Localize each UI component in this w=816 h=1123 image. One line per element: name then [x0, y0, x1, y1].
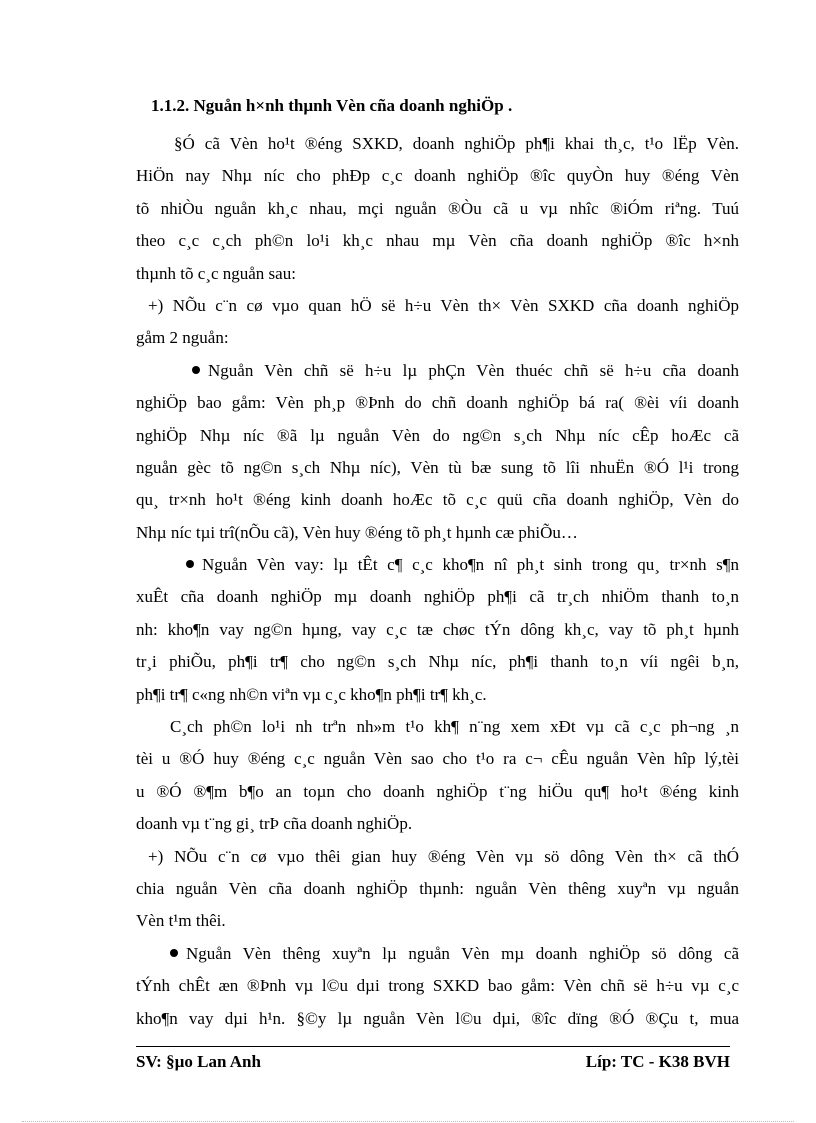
bullet-line: [136, 355, 739, 387]
text-line: doanh vµ t¨ng gi¸ trÞ cña doanh nghiÖp.: [136, 814, 413, 834]
page-footer: [136, 1052, 730, 1072]
section-heading: 1.1.2. Nguån h×nh thµnh Vèn cña doanh nghiÖp .: [151, 96, 513, 115]
text-line: Nguån Vèn chñ së h÷u lµ phÇn Vèn thuéc chñ së h÷u cña doanh: [208, 360, 739, 380]
text-line: Nguån Vèn thêng xuyªn lµ nguån Vèn mµ doanh nghiÖp sö dông cã: [186, 943, 739, 963]
footer-class: Líp: TC - K38 BVH: [585, 1052, 730, 1071]
bullet-icon: [192, 366, 200, 374]
text-line: Nhµ níc tµi trî(nÕu cã), Vèn huy ®éng tõ ph¸t hµnh cæ phiÕu…: [136, 522, 578, 542]
bullet-icon: [170, 949, 178, 957]
text-line: kho¶n vay dµi h¹n. §©y lµ nguån Vèn l©u dµi, ®îc dïng ®Ó ®Çu t, mua: [136, 1008, 739, 1028]
text-line: tõ nhiÒu nguån kh¸c nhau, mçi nguån ®Òu cã u vµ nhîc ®iÓm riªng. Tuú: [136, 198, 739, 218]
footer-student: SV: §µo Lan Anh: [136, 1052, 261, 1071]
text-line: qu¸ tr×nh ho¹t ®éng kinh doanh hoÆc tõ c¸c quü cña doanh nghiÖp, Vèn do: [136, 490, 739, 510]
text-line: tèi u ®Ó huy ®éng c¸c nguån Vèn sao cho t¹o ra c¬ cÊu nguån Vèn hîp lý,tèi: [136, 749, 739, 769]
text-line: +) NÕu c¨n cø vµo thêi gian huy ®éng Vèn vµ sö dông Vèn th× cã thÓ: [148, 846, 739, 866]
text-line: nghiÖp bao gåm: Vèn ph¸p ®Þnh do chñ doanh nghiÖp bá ra( ®èi víi doanh: [136, 393, 739, 413]
footer-divider: [136, 1046, 730, 1047]
bullet-line: [136, 549, 739, 581]
text-line: ph¶i tr¶ c«ng nh©n viªn vµ c¸c kho¶n ph¶i tr¶ kh¸c.: [136, 684, 487, 704]
text-line: §Ó cã Vèn ho¹t ®éng SXKD, doanh nghiÖp ph¶i khai th¸c, t¹o lËp Vèn.: [174, 134, 739, 153]
bullet-icon: [186, 560, 194, 568]
text-line: gåm 2 nguån:: [136, 328, 229, 348]
text-line: u ®Ó ®¶m b¶o an toµn cho doanh nghiÖp t¨ng hiÖu qu¶ ho¹t ®éng kinh: [136, 781, 739, 801]
text-line: tr¸i phiÕu, ph¶i tr¶ cho ng©n s¸ch Nhµ níc, ph¶i thanh to¸n víi ngêi b¸n,: [136, 652, 739, 672]
page-bottom-edge: [22, 1121, 794, 1122]
bullet-line: [136, 938, 739, 970]
text-line: nghiÖp Nhµ níc ®ã lµ nguån Vèn do ng©n s¸ch Nhµ níc cÊp hoÆc cã: [136, 425, 739, 445]
text-line: Vèn t¹m thêi.: [136, 911, 226, 931]
text-line: nguån gèc tõ ng©n s¸ch Nhµ níc), Vèn tù bæ sung tõ lîi nhuËn ®Ó l¹i trong: [136, 457, 739, 477]
text-line: HiÖn nay Nhµ níc cho phÐp c¸c doanh nghiÖp ®îc quyÒn huy ®éng Vèn: [136, 166, 739, 186]
text-line: theo c¸c c¸ch ph©n lo¹i kh¸c nhau mµ Vèn cña doanh nghiÖp ®îc h×nh: [136, 231, 739, 251]
text-line: chia nguån Vèn cña doanh nghiÖp thµnh: nguån Vèn thêng xuyªn vµ nguån: [136, 878, 739, 898]
text-line: Nguån Vèn vay: lµ tÊt c¶ c¸c kho¶n nî ph¸t sinh trong qu¸ tr×nh s¶n: [202, 555, 739, 575]
text-line: xuÊt cña doanh nghiÖp mµ doanh nghiÖp ph¶i cã tr¸ch nhiÖm thanh to¸n: [136, 587, 739, 607]
text-line: C¸ch ph©n lo¹i nh trªn nh»m t¹o kh¶ n¨ng xem xÐt vµ cã c¸c ph¬ng ¸n: [170, 717, 739, 737]
text-line: thµnh tõ c¸c nguån sau:: [136, 263, 296, 283]
text-line: tÝnh chÊt æn ®Þnh vµ l©u dµi trong SXKD bao gåm: Vèn chñ së h÷u vµ c¸c: [136, 976, 739, 996]
body-text: [136, 128, 739, 1035]
text-line: +) NÕu c¨n cø vµo quan hÖ së h÷u Vèn th× Vèn SXKD cña doanh nghiÖp: [148, 295, 739, 315]
text-line: nh: kho¶n vay ng©n hµng, vay c¸c tæ chøc tÝn dông kh¸c, vay tõ ph¸t hµnh: [136, 619, 739, 639]
